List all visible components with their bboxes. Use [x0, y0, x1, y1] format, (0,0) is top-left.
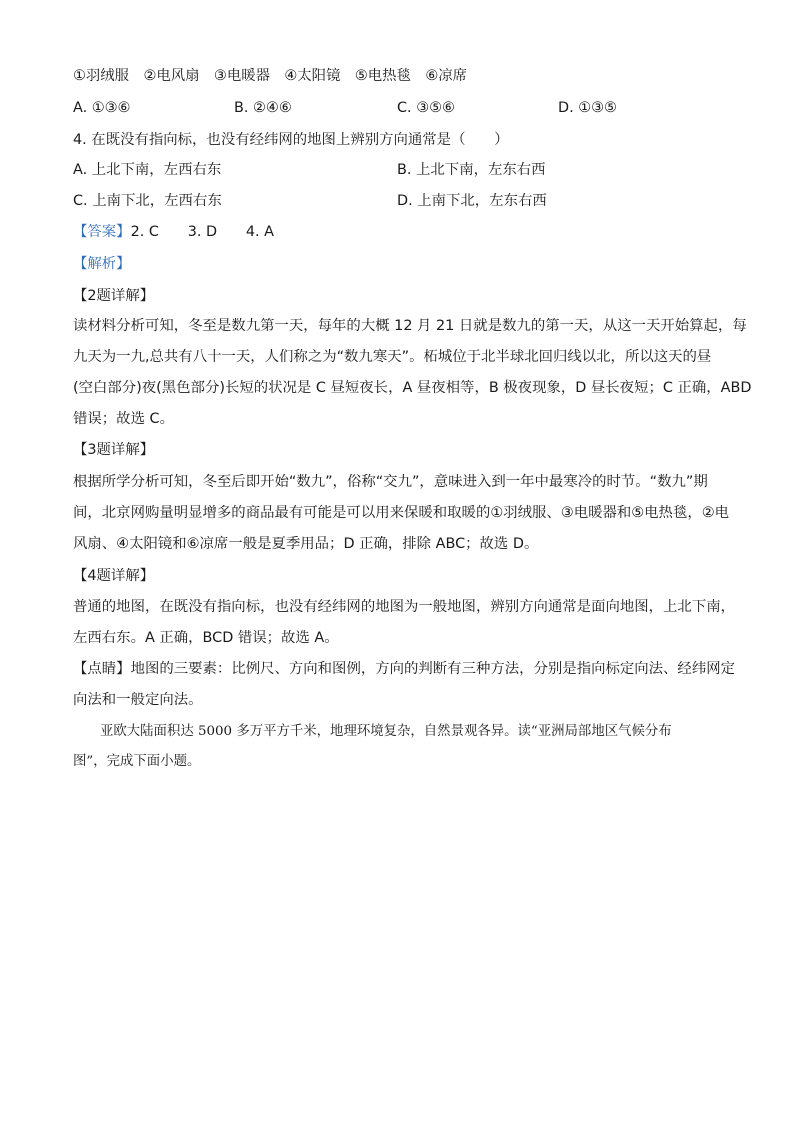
answer-text: 2. C 3. D 4. A [130, 224, 275, 240]
q3-detail-tag: 【3题详解】 [73, 442, 155, 458]
q4-detail-tag: 【4题详解】 [73, 568, 155, 584]
q2-detail-line: 九天为一九,总共有八十一天，人们称之为“数九寒天”。柘城位于北半球北回归线以北，所以这天的昼 [73, 349, 712, 365]
q4-option-b: B. 上北下南，左东右西 [397, 162, 546, 178]
q3-option-b: B. ②④⑥ [234, 100, 292, 116]
q2-detail-line: 错误；故选 C。 [73, 411, 174, 427]
q3-item-list: ①羽绒服 ②电风扇 ③电暖器 ④太阳镜 ⑤电热毯 ⑥凉席 [73, 68, 468, 84]
material-line: 亚欧大陆面积达 5000 多万平方千米，地理环境复杂，自然景观各异。读“亚洲局部地区气候分布 [100, 724, 672, 739]
tip-line [73, 659, 735, 679]
tip-text: 地图的三要素：比例尺、方向和图例，方向的判断有三种方法，分别是指向标定向法、经纬网定 [130, 661, 735, 677]
material-line: 图”，完成下面小题。 [73, 754, 201, 769]
q3-option-d: D. ①③⑤ [558, 100, 617, 116]
q4-option-d: D. 上南下北，左东右西 [397, 193, 547, 209]
analysis-tag: 【解析】 [73, 256, 131, 272]
q4-option-a: A. 上北下南，左西右东 [73, 162, 222, 178]
q3-option-c: C. ③⑤⑥ [397, 100, 455, 116]
answer-tag: 【答案】 [73, 224, 131, 240]
tip-tag: 【点睛】 [73, 661, 131, 677]
q3-detail-line: 风扇、④太阳镜和⑥凉席一般是夏季用品；D 正确，排除 ABC；故选 D。 [73, 536, 539, 552]
q4-stem: 4. 在既没有指向标，也没有经纬网的地图上辨别方向通常是（ ） [73, 132, 509, 148]
tip-line: 向法和一般定向法。 [73, 692, 203, 708]
answer-line [73, 222, 723, 242]
q4-detail-line: 左西右东。A 正确，BCD 错误；故选 A。 [73, 630, 339, 646]
q4-option-c: C. 上南下北，左西右东 [73, 193, 222, 209]
q3-detail-line: 间，北京网购量明显增多的商品最有可能是可以用来保暖和取暖的①羽绒服、③电暖器和⑤电热毯，②电 [73, 505, 730, 521]
q4-detail-line: 普通的地图，在既没有指向标，也没有经纬网的地图为一般地图，辨别方向通常是面向地图，上北下南， [73, 599, 735, 615]
q3-option-a: A. ①③⑥ [73, 100, 131, 116]
q2-detail-line: 读材料分析可知，冬至是数九第一天，每年的大概 12 月 21 日就是数九的第一天，从这一天开始算起，每 [73, 318, 747, 334]
q2-detail-tag: 【2题详解】 [73, 288, 155, 304]
q2-detail-line: (空白部分)夜(黑色部分)长短的状况是 C 昼短夜长，A 昼夜相等，B 极夜现象，D 昼长夜短；C 正确，ABD [73, 380, 752, 396]
q3-detail-line: 根据所学分析可知，冬至后即开始“数九”，俗称“交九”，意味进入到一年中最寒冷的时节。“数九”期 [73, 474, 708, 490]
